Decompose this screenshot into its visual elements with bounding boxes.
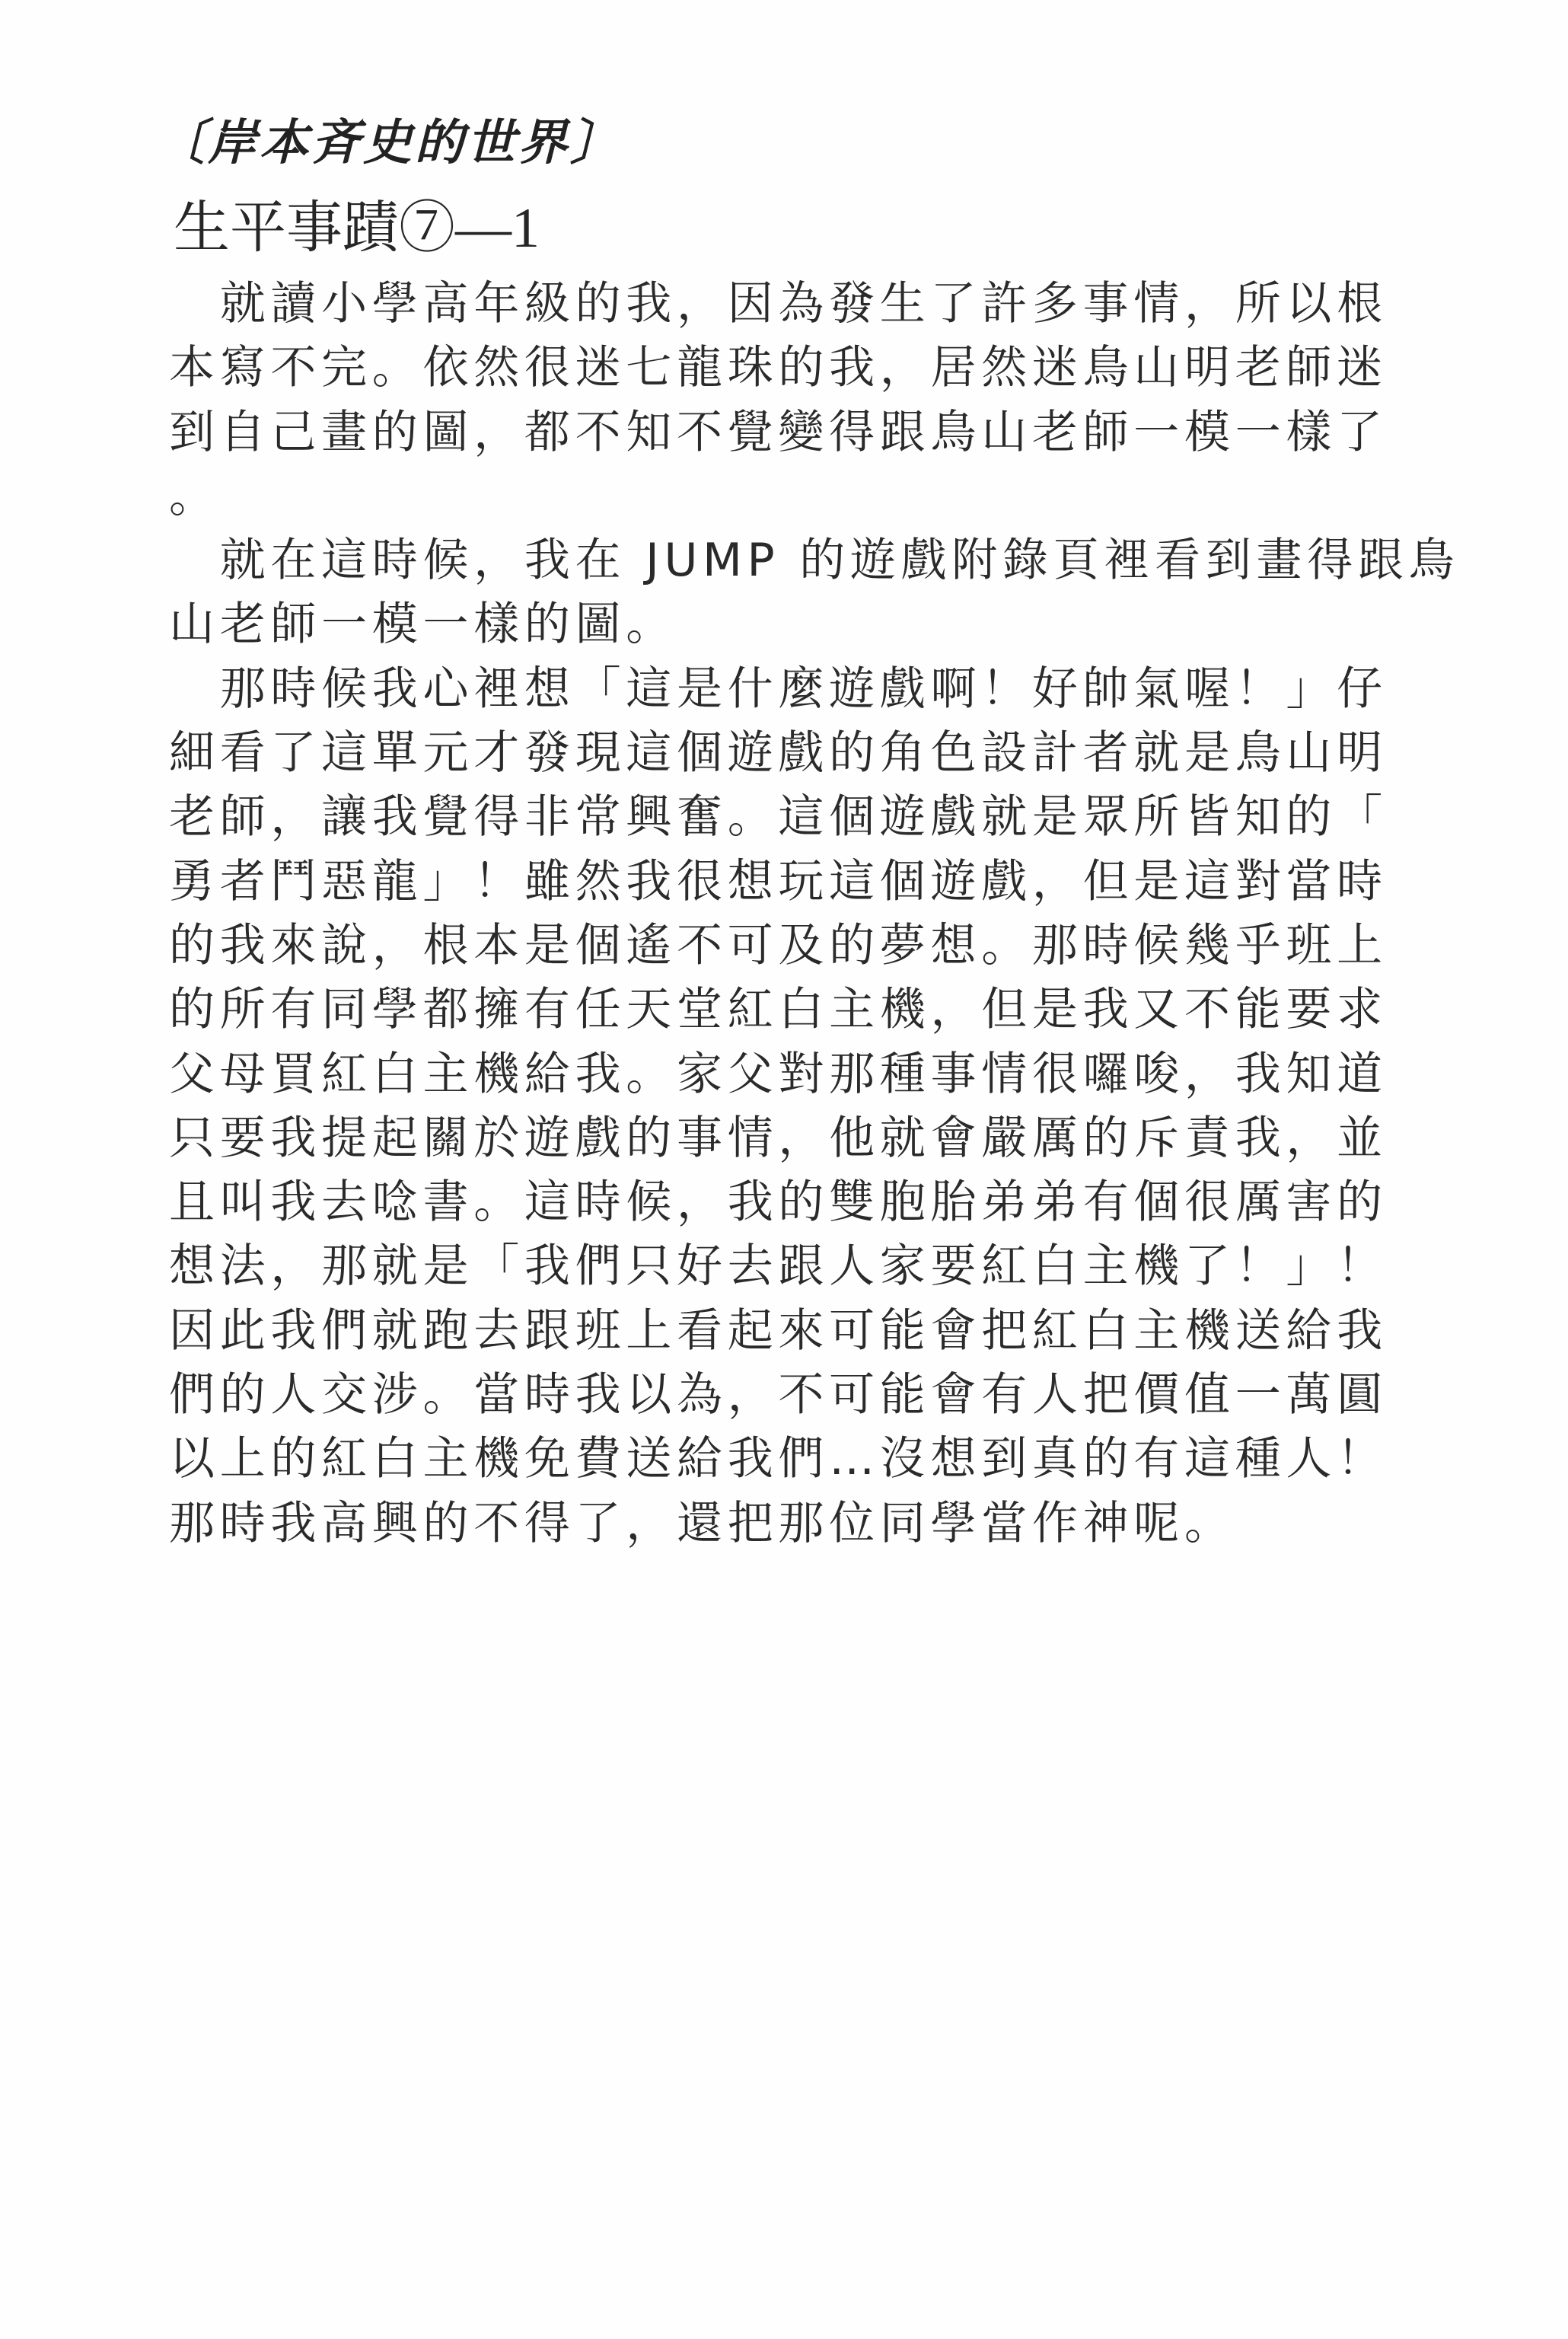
text-line: 那時候我心裡想「這是什麼遊戲啊！好帥氣喔！」仔 (169, 662, 1388, 716)
text-line: 。 (169, 469, 220, 523)
text-line: 的我來說，根本是個遙不可及的夢想。那時候幾乎班上 (169, 918, 1388, 972)
text-line: 山老師一模一樣的圖。 (169, 598, 677, 652)
section-title: 生平事蹟⑦—1 (174, 197, 540, 260)
text-line: 本寫不完。依然很迷七龍珠的我，居然迷鳥山明老師迷 (169, 341, 1388, 395)
text-line: 老師，讓我覺得非常興奮。這個遊戲就是眾所皆知的「 (169, 790, 1388, 844)
text-line: 且叫我去唸書。這時候，我的雙胞胎弟弟有個很厲害的 (169, 1176, 1388, 1230)
text-line: 們的人交涉。當時我以為，不可能會有人把價值一萬圓 (169, 1368, 1388, 1422)
text-line: 以上的紅白主機免費送給我們…沒想到真的有這種人！ (169, 1432, 1388, 1486)
text-line: 的所有同學都擁有任天堂紅白主機，但是我又不能要求 (169, 983, 1388, 1037)
paragraph-3 (169, 657, 1394, 1556)
text-line: 就在這時候，我在 JUMP 的遊戲附錄頁裡看到畫得跟鳥 (169, 534, 1460, 588)
text-line: 想法，那就是「我們只好去跟人家要紅白主機了！」！ (169, 1240, 1388, 1294)
text-line: 勇者鬥惡龍」！雖然我很想玩這個遊戲，但是這對當時 (169, 854, 1388, 908)
text-line: 父母買紅白主機給我。家父對那種事情很囉唆，我知道 (169, 1047, 1388, 1101)
text-line: 細看了這單元才發現這個遊戲的角色設計者就是鳥山明 (169, 726, 1388, 780)
text-line: 就讀小學高年級的我，因為發生了許多事情，所以根 (169, 277, 1388, 330)
text-line: 到自己畫的圖，都不知不覺變得跟鳥山老師一模一樣了 (169, 405, 1388, 459)
paragraph-2 (169, 528, 1460, 657)
body-text (169, 272, 1460, 1556)
series-title: 〔岸本斉史的世界〕 (156, 114, 622, 171)
text-line: 那時我高興的不得了，還把那位同學當作神呢。 (169, 1496, 1235, 1550)
text-line: 因此我們就跑去跟班上看起來可能會把紅白主機送給我 (169, 1304, 1388, 1358)
paragraph-1 (169, 272, 1394, 528)
text-line: 只要我提起關於遊戲的事情，他就會嚴厲的斥責我，並 (169, 1111, 1388, 1165)
